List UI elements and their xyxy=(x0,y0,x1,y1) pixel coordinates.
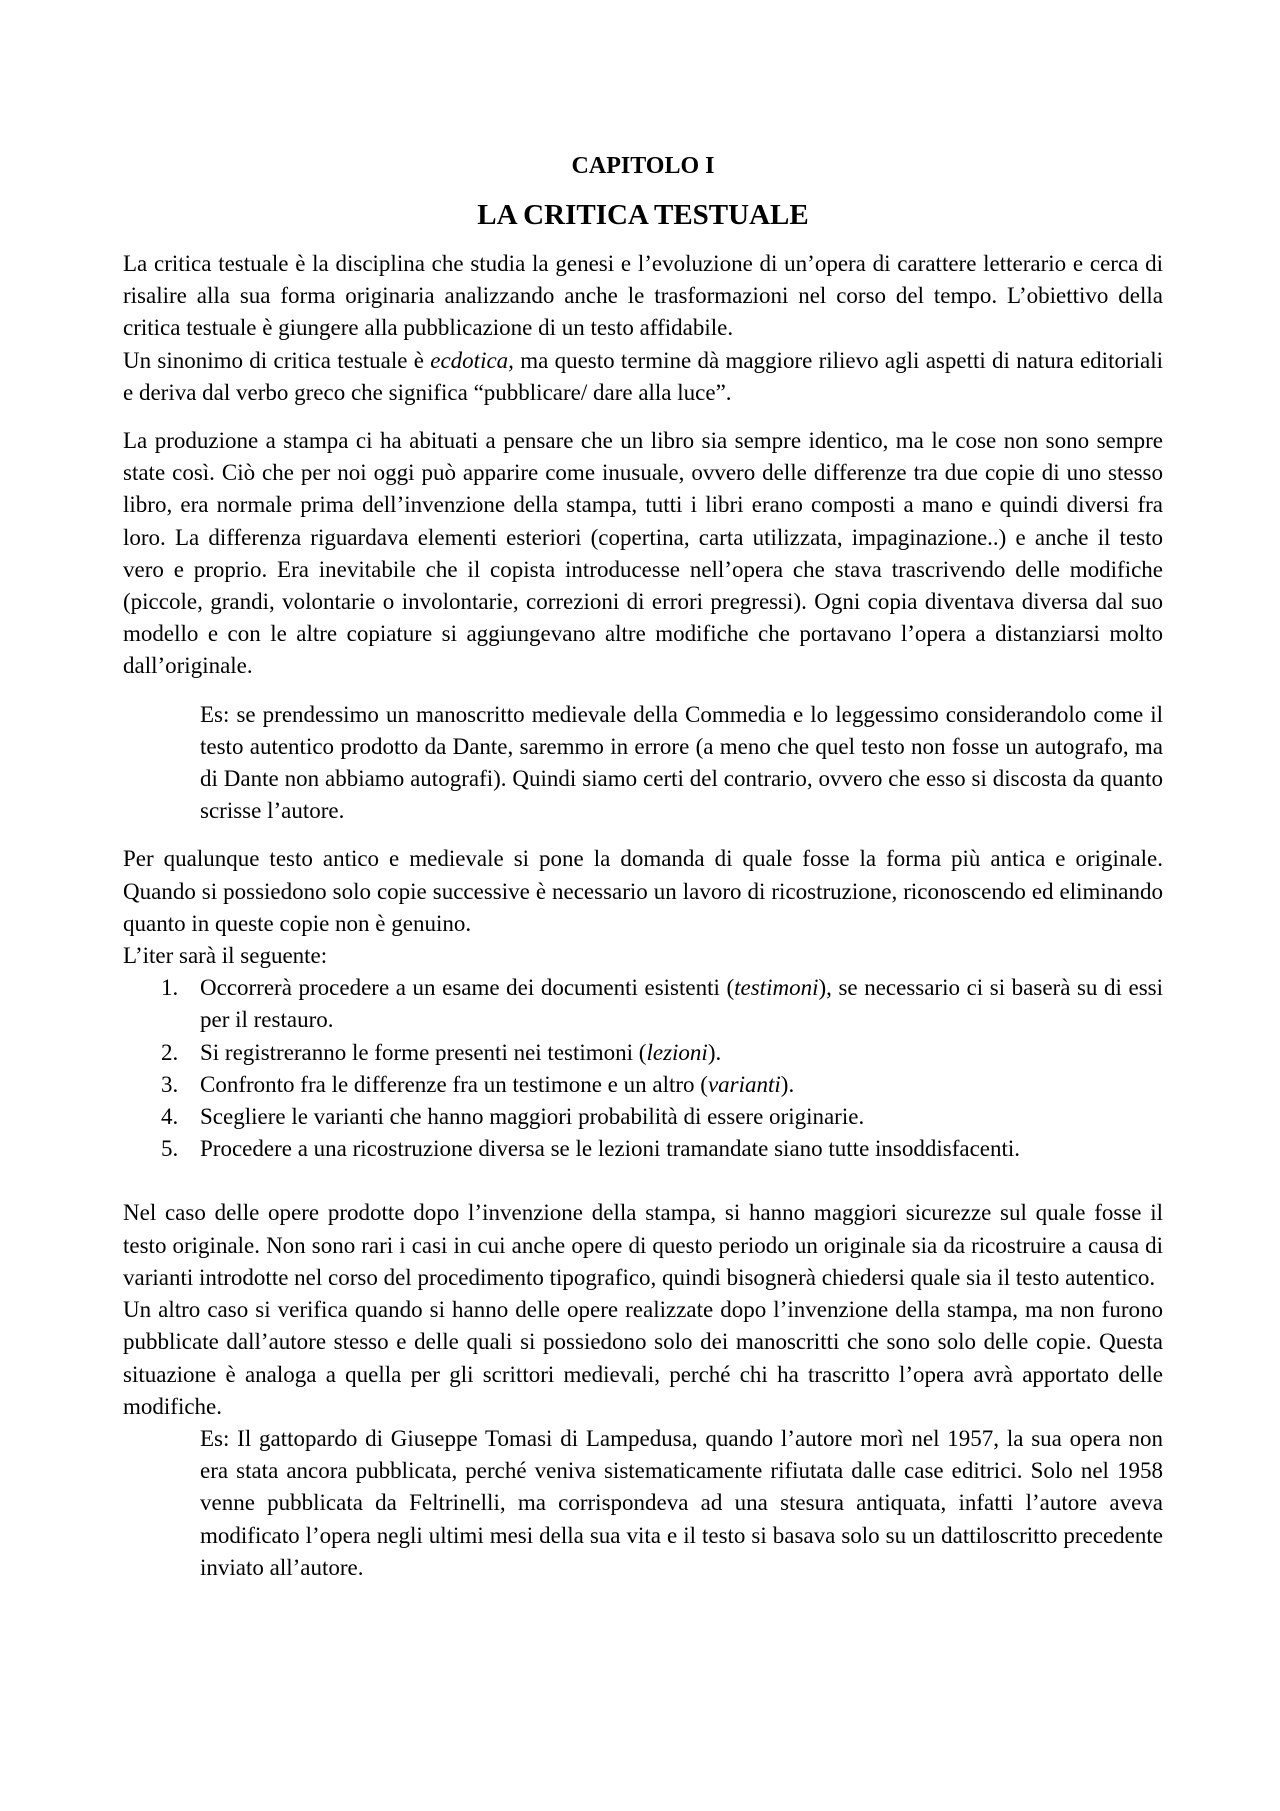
list-text-a: Procedere a una ricostruzione diversa se le lezioni tramandate siano tutte insoddisfacenti. xyxy=(200,1136,1021,1162)
list-item xyxy=(123,972,1163,1036)
list-text-b: ). xyxy=(780,1071,795,1097)
example-gattopardo: Es: Il gattopardo di Giuseppe Tomasi di Lampedusa, quando l’autore morì nel 1957, la sua opera non era stata ancora pubblicata, perché veniva sistematicamente rifiutata dalle case editrici. Solo nel 1958 venne pubblicata da Feltrinelli, ma corrispondeva ad una stesura antiquata, infatti l’autore aveva modificato l’opera negli ultimi mesi della sua vita e il testo si basava solo su un dattiloscritto precedente inviato all’autore. xyxy=(200,1425,1163,1580)
list-number: 1. xyxy=(161,975,179,1001)
paragraph-testo-antico: Per qualunque testo antico e medievale si pone la domanda di quale fosse la forma più antica e originale. Quando si possiedono solo copie successive è necessario un lavoro di ricostruzione, riconoscendo ed eliminando quanto in queste copie non è genuino. xyxy=(123,846,1163,936)
list-text-b: ), se necessario ci si baserà su di essi per il restauro. xyxy=(200,975,1163,1033)
paragraph-stampa: La produzione a stampa ci ha abituati a pensare che un libro sia sempre identico, ma le cose non sono sempre state così. Ciò che per noi oggi può apparire come inusuale, ovvero delle differenze tra due copie di uno stesso libro, era normale prima dell’invenzione della stampa, tutti i libri erano composti a mano e quindi diversi fra loro. La differenza riguardava elementi esteriori (copertina, carta utilizzata, impaginazione..) e anche il testo vero e proprio. Era inevitabile che il copista introducesse nell’opera che stava trascrivendo delle modifiche (piccole, grandi, volontarie o involontarie, correzioni di errori pregressi). Ogni copia diventava diversa dal suo modello e con le altre copiature si aggiungevano altre modifiche che portavano l’opera a distanziarsi molto dall’originale. xyxy=(123,428,1163,679)
paragraph-dopo-stampa: Nel caso delle opere prodotte dopo l’invenzione della stampa, si hanno maggiori sicurezze sul quale fosse il testo originale. Non sono rari i casi in cui anche opere di questo periodo un originale sia da ricostruire a causa di varianti introdotte nel corso del procedimento tipografico, quindi bisognerà chiedersi quale sia il testo autentico. xyxy=(123,1200,1163,1290)
paragraph-intro: La critica testuale è la disciplina che studia la genesi e l’evoluzione di un’opera di carattere letterario e cerca di risalire alla sua forma originaria analizzando anche le trasformazioni nel corso del tempo. L’obiettivo della critica testuale è giungere alla pubblicazione di un testo affidabile. xyxy=(123,251,1163,341)
list-item xyxy=(123,1101,1163,1133)
list-text-a: Confronto fra le differenze fra un testimone e un altro ( xyxy=(200,1071,708,1097)
paragraph-ecdotica-text-a: Un sinonimo di critica testuale è xyxy=(123,347,431,373)
list-text-a: Si registreranno le forme presenti nei testimoni ( xyxy=(200,1039,647,1065)
document-page xyxy=(123,150,1163,1584)
paragraph-ecdotica xyxy=(123,345,1163,409)
list-text-b: ). xyxy=(707,1039,722,1065)
page-title: LA CRITICA TESTUALE xyxy=(477,199,809,231)
list-term: varianti xyxy=(707,1071,781,1097)
list-number: 4. xyxy=(161,1104,179,1130)
list-number: 2. xyxy=(161,1039,179,1065)
list-text-a: Occorrerà procedere a un esame dei documenti esistenti ( xyxy=(200,975,735,1001)
list-item xyxy=(123,1069,1163,1101)
example-commedia: Es: se prendessimo un manoscritto medievale della Commedia e lo leggessimo considerandolo come il testo autentico prodotto da Dante, saremmo in errore (a meno che quel testo non fosse un autografo, ma di Dante non abbiamo autografi). Quindi siamo certi del contrario, ovvero che esso si discosta da quanto scrisse l’autore. xyxy=(200,701,1163,824)
list-term: testimoni xyxy=(734,975,819,1001)
paragraph-altro-caso: Un altro caso si verifica quando si hanno delle opere realizzate dopo l’invenzione della stampa, ma non furono pubblicate dall’autore stesso e delle quali si possiedono solo dei manoscritti che sono solo delle copie. Questa situazione è analoga a quella per gli scrittori medievali, perché chi ha trascritto l’opera avrà apportato delle modifiche. xyxy=(123,1297,1163,1419)
paragraph-iter: L’iter sarà il seguente: xyxy=(123,943,328,969)
list-term: lezioni xyxy=(646,1039,708,1065)
list-number: 3. xyxy=(161,1071,179,1097)
paragraph-ecdotica-text-b: ma questo termine dà maggiore rilievo agli aspetti di natura editoriali e deriva dal verbo greco che significa “pubblicare/ dare alla luce”. xyxy=(123,347,1163,405)
chapter-heading: CAPITOLO I xyxy=(571,153,715,179)
list-number: 5. xyxy=(161,1136,179,1162)
term-ecdotica: ecdotica, xyxy=(430,347,514,373)
list-text-a: Scegliere le varianti che hanno maggiori probabilità di essere originarie. xyxy=(200,1104,865,1130)
list-item xyxy=(123,1037,1163,1069)
list-item xyxy=(123,1133,1163,1165)
iter-list xyxy=(123,972,1163,1165)
